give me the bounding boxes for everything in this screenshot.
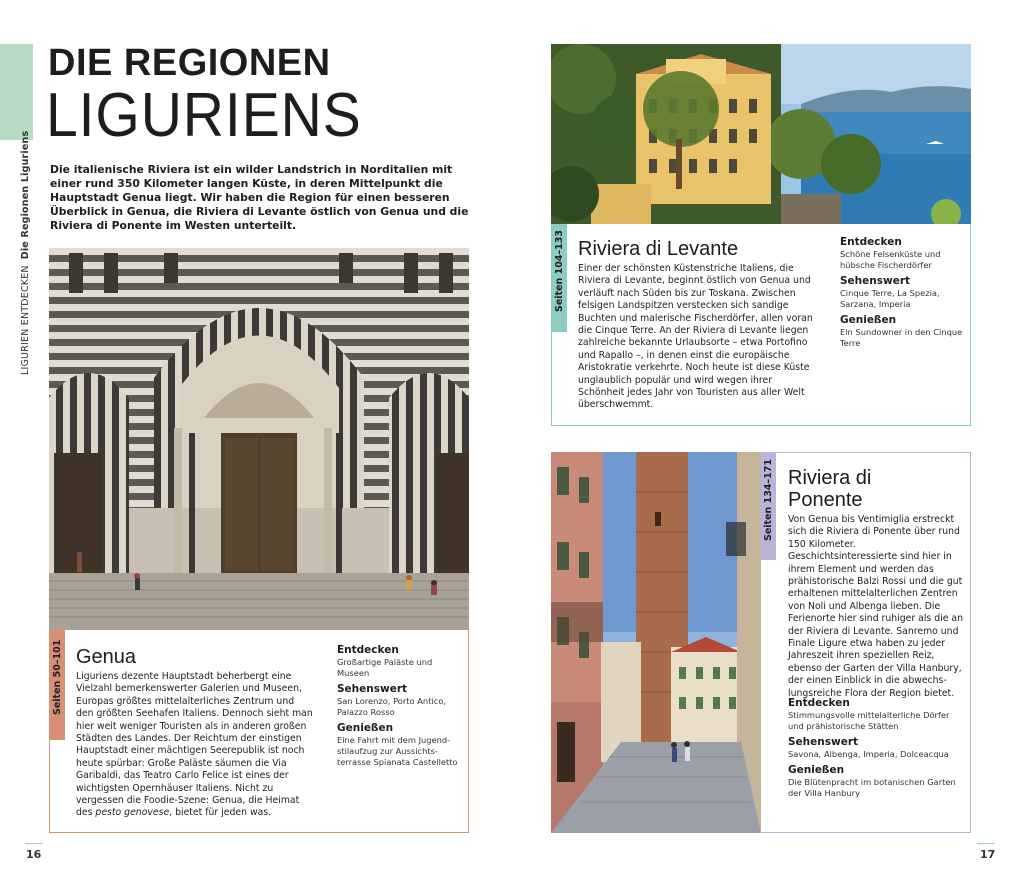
levante-sights-heading: Sehenswert [840, 275, 911, 287]
ponente-explore-heading: Entdecken [788, 697, 850, 709]
running-head-title: Die Regionen Liguriens [20, 130, 31, 260]
levante-body: Einer der schönsten Küstenstriche Italiens, die Riviera di Levante, beginnt östlich von Genua und verläuft nach Süden bis zur Toskana. Zwischen felsigen Landspitzen verstecken sich sandige Buchten und malerische Fischerdörfer, allen voran die Cinque Terre. An der Riviera di Levante liegen zahlreiche bekannte Urlaubsorte – etwa Portofino und Rapallo –, in denen einst die europäische Aristokratie verkehrte. Noch heute ist diese Küste unglaublich populär und wird wegen ihrer Schönheit jedes Jahr von Touristen aus aller Welt überschwemmt. [578, 263, 813, 411]
page-number-rule-left [25, 843, 43, 844]
levante-pages: Seiten 104–133 [554, 229, 565, 312]
levante-card [551, 224, 971, 426]
genua-sights-text: San Lorenzo, Porto Antico, Palazzo Rosso [337, 696, 447, 717]
ponente-explore-text: Stimmungsvolle mittelalterliche Dörfer und prähistorische Stätten [788, 710, 950, 731]
ponente-pages: Seiten 134–171 [763, 458, 774, 541]
genua-facts [337, 644, 462, 768]
section-color-tab [0, 44, 33, 140]
levante-explore-heading: Entdecken [840, 236, 902, 248]
genoa-cathedral-photo [49, 248, 469, 630]
running-head-section: LIGURIEN ENTDECKEN [20, 265, 31, 375]
ponente-facts [788, 697, 966, 799]
coastal-villa-photo [551, 44, 971, 224]
levante-explore-text: Schöne Felsenküste und hübsche Fischerdörfer [840, 249, 941, 270]
genua-page-tab [50, 630, 65, 740]
genua-card [49, 630, 469, 833]
ponente-sights-text: Savona, Albenga, Imperia, Dolceacqua [788, 749, 949, 759]
ponente-body: Von Genua bis Ventimiglia erstreckt sich die Riviera di Ponente über rund 150 Kilometer. Geschichtsinteressierte sind hier in ihrem Element und werden das prähistorische Balzi Rossi und die gut erhaltenen mittelalterlichen Zentren von Noli und Albenga lieben. Die Ferienorte hier sind ruhiger als die an der Riviera di Levante. Sanremo und Finale Ligure etwa haben zu jeder Jahreszeit ihren speziellen Reiz, ebenso der Garten der Villa Hanbury, der einen Einblick in die abwechs-lungsreiche Flora der Region bietet. [788, 514, 963, 699]
genua-title: Genua [76, 646, 137, 668]
genua-enjoy-text: Eine Fahrt mit dem Jugend-stilaufzug zur Aussichts-terrasse Spianata Castelletto [337, 735, 458, 767]
ponente-sights-heading: Sehenswert [788, 736, 859, 748]
levante-sights-text: Cinque Terre, La Spezia, Sarzana, Imperia [840, 288, 940, 309]
levante-enjoy-heading: Genießen [840, 314, 897, 326]
levante-enjoy-text: Ein Sundowner in den Cinque Terre [840, 327, 963, 348]
levante-title: Riviera di Levante [578, 238, 739, 260]
intro-paragraph: Die italienische Riviera ist ein wilder Landstrich in Norditalien mit einer rund 350 Kilometer langen Küste, in deren Mittelpunkt die Hauptstadt Genua liegt. Wir haben die Region für einen besseren Überblick in Genua, die Riviera di Levante östlich von Genua und die Riviera di Ponente im Westen unterteilt. [50, 163, 469, 232]
page-title-line2: LIGURIENS [46, 81, 362, 150]
levante-facts [840, 236, 965, 349]
genua-pages: Seiten 50–101 [52, 639, 63, 715]
ponente-enjoy-text: Die Blütenpracht im botanischen Garten der Villa Hanbury [788, 777, 956, 798]
old-town-tower-photo [551, 452, 761, 833]
page-number-left: 16 [26, 848, 42, 861]
ponente-title-line2: Ponente [788, 489, 863, 511]
genua-enjoy-heading: Genießen [337, 722, 394, 734]
page-title-line1: DIE REGIONEN [48, 42, 331, 84]
genua-sights-heading: Sehenswert [337, 683, 408, 695]
running-head [20, 131, 31, 375]
page-number-rule-right [977, 843, 995, 844]
levante-page-tab [552, 224, 567, 332]
page-number-right: 17 [980, 848, 996, 861]
genua-explore-text: Großartige Paläste und Museen [337, 657, 433, 678]
ponente-title-line1: Riviera di [788, 467, 872, 489]
genua-explore-heading: Entdecken [337, 644, 399, 656]
ponente-title [788, 467, 871, 511]
genua-body: Liguriens dezente Hauptstadt beherbergt eine Vielzahl bemerkenswerter Galerien und Museen, Europas größtes mittelalterliches Zentrum und den größten Seehafen Italiens. Dennoch sieht man hier weit weniger Touristen als in anderen großen Städten des Landes. Der Reichtum der einstigen Hauptstadt einer mächtigen Seerepublik ist noch heute spürbar: Große Paläste säumen die Via Garibaldi, das Teatro Carlo Felice ist eines der wichtigsten Opernhäuser Italiens. Nicht zu vergessen die Foodie-Szene: Genua, die Heimat des pesto genovese, bietet für jeden was. [76, 671, 313, 819]
ponente-page-tab [761, 453, 776, 560]
ponente-card [761, 452, 971, 833]
ponente-enjoy-heading: Genießen [788, 764, 845, 776]
